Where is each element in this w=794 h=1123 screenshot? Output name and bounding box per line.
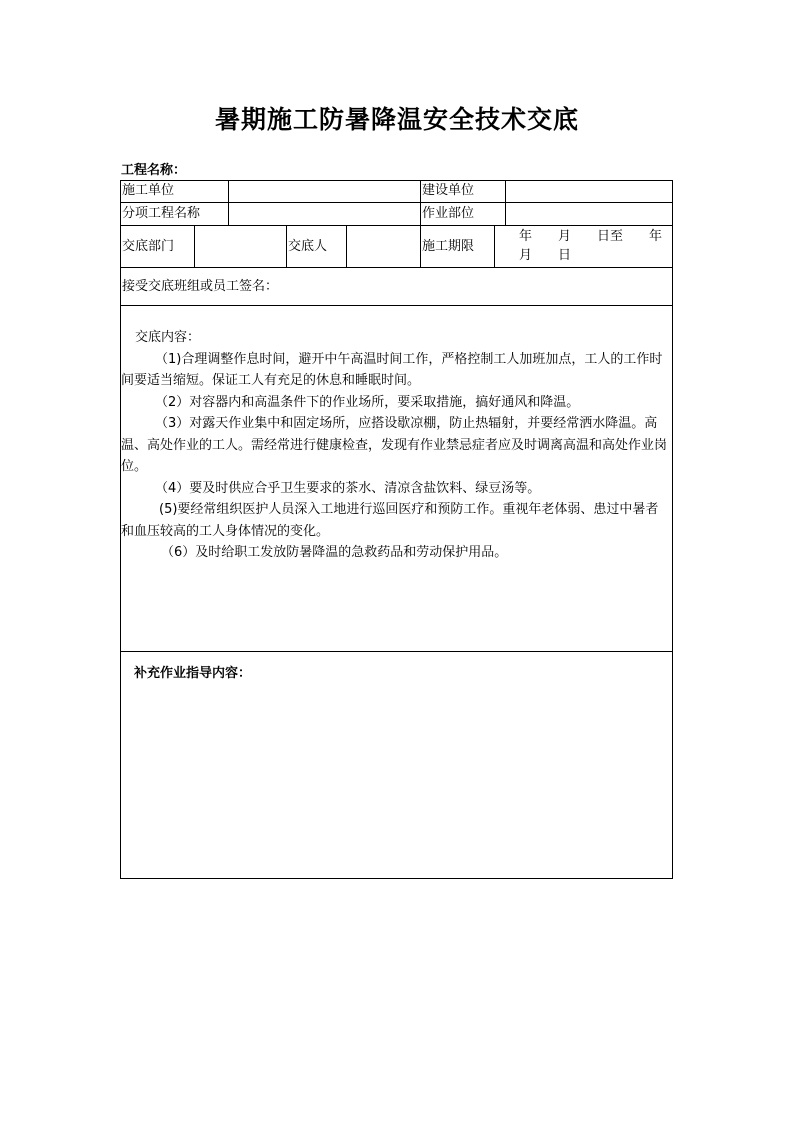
content-item: （1)合理调整作息时间，避开中午高温时间工作，严格控制工人加班加点，工人的工作时间要适当缩短。保证工人有充足的休息和睡眠时间。 bbox=[121, 351, 663, 388]
table-border-bottom bbox=[120, 878, 673, 879]
work-location-label: 作业部位 bbox=[422, 206, 475, 221]
col-divider bbox=[346, 225, 347, 268]
col-divider bbox=[286, 225, 287, 268]
content-item: (5)要经常组织医护人员深入工地进行巡回医疗和预防工作。重视年老体弱、患过中暑者和血压较高的工人身体情况的变化。 bbox=[121, 502, 659, 539]
col-divider bbox=[228, 180, 229, 226]
person-label: 交底人 bbox=[288, 239, 328, 254]
row-divider bbox=[120, 202, 673, 203]
col-divider bbox=[494, 225, 495, 268]
period-label: 施工期限 bbox=[422, 239, 475, 254]
content-item: （3）对露天作业集中和固定场所，应搭设歇凉棚，防止热辐射，并要经常洒水降温。高温、高处作业的工人。需经常进行健康检查，发现有作业禁忌症者应及时调离高温和高处作业岗位。 bbox=[121, 416, 668, 474]
col-divider bbox=[505, 180, 506, 226]
document-title: 暑期施工防暑降温安全技术交底 bbox=[214, 105, 579, 134]
content-item: （6）及时给职工发放防暑降温的急救药品和劳动保护用品。 bbox=[161, 545, 508, 560]
supplement-label: 补充作业指导内容： bbox=[134, 666, 252, 681]
sub-project-label: 分项工程名称 bbox=[122, 206, 201, 221]
col-divider bbox=[420, 180, 421, 226]
row-divider bbox=[120, 305, 673, 306]
content-item: （2）对容器内和高温条件下的作业场所，要采取措施，搞好通风和降温。 bbox=[155, 394, 580, 410]
col-divider bbox=[420, 225, 421, 268]
content-heading: 交底内容： bbox=[135, 330, 201, 345]
col-divider bbox=[194, 225, 195, 268]
table-border-right bbox=[672, 180, 673, 879]
briefing-content bbox=[121, 327, 671, 564]
signature-label: 接受交底班组或员工签名： bbox=[122, 279, 279, 294]
construction-unit-label: 施工单位 bbox=[122, 183, 175, 198]
row-divider bbox=[120, 225, 673, 226]
table-border-top bbox=[120, 180, 673, 181]
period-value-line2: 月 日 bbox=[519, 248, 572, 263]
project-name-label: 工程名称： bbox=[121, 163, 187, 178]
dept-label: 交底部门 bbox=[122, 239, 175, 254]
row-divider bbox=[120, 267, 673, 268]
period-value-line1: 年 月 日至 年 bbox=[519, 229, 663, 244]
content-item: （4）要及时供应合乎卫生要求的茶水、清凉含盐饮料、绿豆汤等。 bbox=[155, 480, 541, 496]
row-divider bbox=[120, 651, 673, 652]
owner-unit-label: 建设单位 bbox=[422, 183, 475, 198]
